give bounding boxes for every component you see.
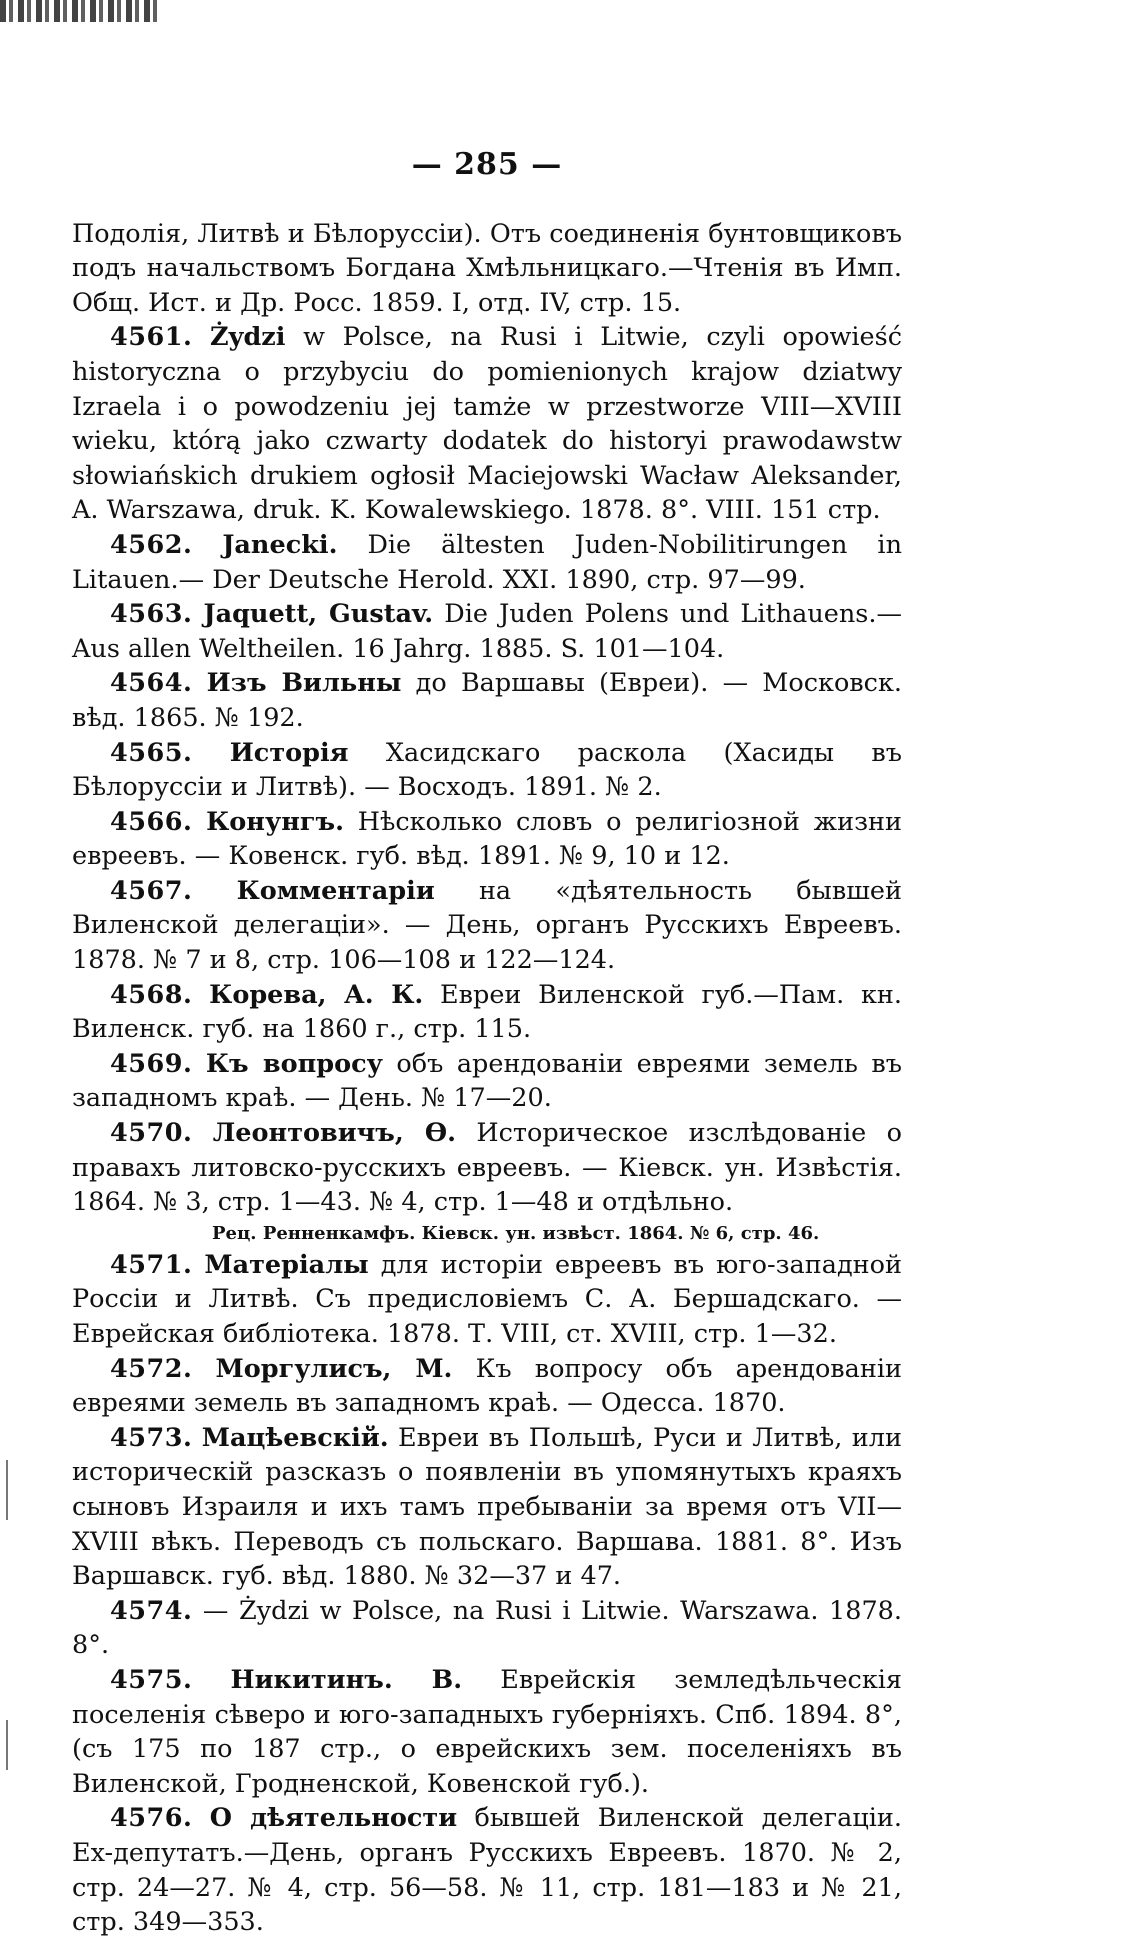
entry-number: 4561. (110, 322, 193, 353)
entry-number: 4572. (110, 1353, 193, 1384)
page-number: — 285 — (411, 147, 563, 182)
entry-number: 4574. (110, 1595, 193, 1626)
entry-keyword: Моргулисъ, М. (215, 1353, 453, 1384)
entry-keyword: Jaquett, Gustav. (203, 599, 434, 630)
entry-keyword: Конунгъ. (206, 806, 344, 837)
entry-number: 4569. (110, 1048, 193, 1079)
entry-number: 4565. (110, 737, 193, 768)
entry-number: 4566. (110, 806, 193, 837)
entry-4566 (72, 805, 902, 874)
entry-number: 4564. (110, 668, 193, 699)
entry-number: 4562. (110, 529, 193, 560)
entry-text: — Żydzi w Polsce, na Rusi i Litwie. Warszawa. 1878. 8°. (72, 1595, 902, 1661)
entry-text: для исторіи евреевъ въ юго-западной Россіи и Литвѣ. Съ предисловіемъ С. А. Бершадскаго. — Еврейская библіотека. 1878. Т. VIII, ст. XVIII, стр. 1—32. (72, 1249, 902, 1349)
entry-text: объ арендованіи евреями земель въ западномъ краѣ. — День. № 17—20. (72, 1048, 902, 1114)
entry-number: 4573. (110, 1422, 193, 1453)
entry-4569 (72, 1047, 902, 1116)
entry-4572 (72, 1352, 902, 1421)
entry-text: Die Juden Polens und Lithauens.— Aus allen Weltheilen. 16 Jahrg. 1885. S. 101—104. (72, 599, 902, 664)
entry-keyword: Исторія (229, 737, 349, 768)
entry-keyword: Изъ Вильны (206, 668, 402, 699)
entry-4565 (72, 736, 902, 805)
entry-4574 (72, 1594, 902, 1663)
entry-number: 4563. (110, 599, 193, 630)
entry-number: 4567. (110, 875, 193, 906)
note-text: Рец. Ренненкамфъ. Кіевск. ун. извѣст. 1864. № 6, стр. 46. (212, 1222, 820, 1244)
entry-4567 (72, 874, 902, 978)
entry-keyword: Корева, А. К. (209, 979, 424, 1010)
entry-keyword: Мацѣевскій. (201, 1422, 389, 1453)
entry-4563 (72, 597, 902, 666)
entry-text: бывшей Виленской делегаціи. Ex-депутатъ.—День, органъ Русскихъ Евреевъ. 1870. № 2, стр. 24—27. № 4, стр. 56—58. № 11, стр. 181—183 и № 21, стр. 349—353. (72, 1803, 902, 1938)
entry-4575 (72, 1663, 902, 1801)
entry-4573 (72, 1421, 902, 1594)
entry-keyword: Janecki. (222, 529, 338, 560)
entry-keyword: Никитинъ. В. (230, 1664, 463, 1695)
entry-4564 (72, 666, 902, 735)
entry-4561 (72, 320, 902, 528)
entry-number: 4568. (110, 979, 193, 1010)
entry-text: до Варшавы (Евреи). — Московск. вѣд. 1865. № 192. (72, 668, 902, 733)
entry-4562 (72, 528, 902, 597)
entry-text: Евреи Виленской губ.—Пам. кн. Виленск. губ. на 1860 г., стр. 115. (72, 979, 903, 1045)
document-page (72, 148, 902, 1940)
entry-text: Подолія, Литвѣ и Бѣлоруссіи). Отъ соединенія бунтовщиковъ подъ начальствомъ Богдана Хмѣльницкаго.—Чтенія въ Имп. Общ. Ист. и Др. Росс. 1859. I, отд. IV, стр. 15. (72, 218, 902, 318)
entry-number: 4570. (110, 1118, 193, 1149)
entry-text: Историческое изслѣдованіе о правахъ литовско-русскихъ евреевъ. — Кіевск. ун. Извѣстія. 1864. № 3, стр. 1—43. № 4, стр. 1—48 и отдѣльно. (72, 1118, 902, 1218)
entry-number: 4575. (110, 1664, 193, 1695)
entry-4571 (72, 1248, 902, 1352)
entry-text: на «дѣятельность бывшей Виленской делегаціи». — День, органъ Русскихъ Евреевъ. 1878. № 7 и 8, стр. 106—108 и 122—124. (72, 875, 903, 976)
entry-keyword: Матеріалы (204, 1249, 369, 1280)
entry-keyword: Леонтовичъ, Ѳ. (212, 1118, 456, 1149)
entry-text: Хасидскаго раскола (Хасиды въ Бѣлоруссіи и Литвѣ). — Восходъ. 1891. № 2. (72, 737, 902, 803)
entry-keyword: Къ вопросу (205, 1048, 383, 1079)
entry-number: 4576. (110, 1803, 193, 1834)
entry-text: Нѣсколько словъ о религіозной жизни евреевъ. — Ковенск. губ. вѣд. 1891. № 9, 10 и 12. (72, 806, 902, 872)
scan-edge-line (6, 1720, 8, 1770)
entry-keyword: О дѣятельности (209, 1803, 458, 1834)
entry-4568 (72, 978, 902, 1047)
entry-keyword: Комментаріи (236, 875, 435, 906)
entry-text: w Polsce, na Rusi i Litwie, czyli opowieść historyczna o przybyciu do pomienionych krajow dziatwy Izraela i o powodzeniu jej tamże w przestworze VIII—XVIII wieku, którą jako czwarty dodatek do historyi prawodawstw słowiańskich drukiem ogłosił Maciejowski Wacław Aleksander, A. Warszawa, druk. K. Kowalewskiego. 1878. 8°. VIII. 151 стр. (72, 322, 903, 526)
scan-artifact (0, 0, 160, 22)
entry-keyword: Żydzi (210, 322, 286, 353)
entry-continuation (72, 217, 902, 321)
entry-text: Евреи въ Польшѣ, Руси и Литвѣ, или историческій разсказъ о появленіи въ упомянутыхъ краяхъ сыновъ Израиля и ихъ тамъ пребываніи за время отъ VII—XVIII вѣкъ. Переводъ съ польскаго. Варшава. 1881. 8°. Изъ Варшавск. губ. вѣд. 1880. № 32—37 и 47. (72, 1422, 902, 1592)
entry-text: Die ältesten Juden-Nobilitirungen in Litauen.— Der Deutsche Herold. XXI. 1890, стр. 97—99. (72, 529, 902, 595)
entry-4576 (72, 1801, 902, 1939)
entry-text: Еврейскія земледѣльческія поселенія сѣверо и юго-западныхъ губерніяхъ. Спб. 1894. 8°, (съ 175 по 187 стр., о еврейскихъ зем. поселеніяхъ въ Виленской, Гродненской, Ковенской губ.). (72, 1664, 902, 1799)
entry-4570 (72, 1116, 902, 1220)
scan-edge-line (6, 1460, 8, 1520)
review-note (72, 1220, 902, 1248)
entry-text: Къ вопросу объ арендованіи евреями земель въ западномъ краѣ. — Одесса. 1870. (72, 1353, 903, 1419)
entry-number: 4571. (110, 1249, 193, 1280)
